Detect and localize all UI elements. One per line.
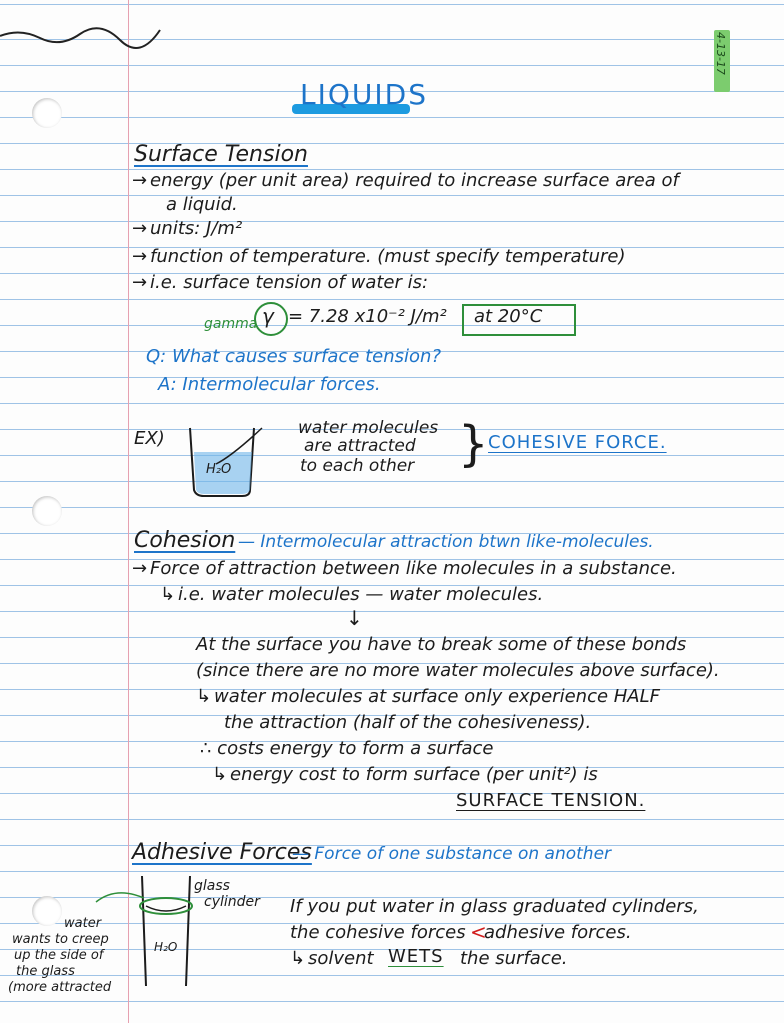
cohesion-line-2: i.e. water molecules — water molecules. xyxy=(178,584,544,605)
wets-word: WETS xyxy=(388,946,444,967)
side-note-2: wants to creep xyxy=(12,932,109,947)
molecules-line-1: water molecules xyxy=(298,418,439,438)
down-arrow-icon: ↓ xyxy=(346,606,363,630)
arrow-icon: → xyxy=(132,272,148,293)
page-title: LIQUIDS xyxy=(300,78,428,111)
arrow-icon: ↳ xyxy=(196,686,212,707)
margin-line xyxy=(128,0,129,1023)
cohesion-definition: — Intermolecular attraction btwn like-molecules. xyxy=(238,532,654,552)
adhesive-line-3-pre: solvent xyxy=(308,948,374,969)
cohesion-heading: Cohesion xyxy=(134,528,236,553)
cohesion-line-3: At the surface you have to break some of these bonds xyxy=(196,634,687,655)
ex-label: EX) xyxy=(134,428,165,449)
side-note-1: water xyxy=(64,916,102,931)
molecules-line-3: to each other xyxy=(300,456,415,476)
date-label: 4-13-17 xyxy=(714,32,727,75)
side-note-3: up the side of xyxy=(14,948,104,963)
question: Q: What causes surface tension? xyxy=(146,346,441,367)
st-units: units: J/m² xyxy=(150,218,243,239)
gamma-label: gamma xyxy=(204,316,258,332)
cylinder-label: H₂O xyxy=(154,940,178,954)
beaker-label: H₂O xyxy=(206,462,232,477)
surface-tension-heading: Surface Tension xyxy=(134,142,308,167)
cohesive-force-label: COHESIVE FORCE. xyxy=(488,432,667,453)
arrow-icon: → xyxy=(132,558,148,579)
adhesive-line-3-post: the surface. xyxy=(460,948,568,969)
adhesive-line-2: the cohesive forces xyxy=(290,922,466,943)
glass-label-1: glass xyxy=(194,878,230,894)
st-value: = 7.28 x10⁻² J/m² xyxy=(288,306,447,327)
arrow-icon: ↳ xyxy=(160,584,176,605)
torn-edge xyxy=(0,0,784,16)
st-definition-2: a liquid. xyxy=(166,194,238,215)
binder-hole xyxy=(32,896,62,926)
adhesive-heading: Adhesive Forces xyxy=(132,840,312,865)
adhesive-line-1: If you put water in glass graduated cylinders, xyxy=(290,896,699,917)
surface-tension-conclusion: SURFACE TENSION. xyxy=(456,790,646,811)
answer: A: Intermolecular forces. xyxy=(158,374,381,395)
arrow-icon: → xyxy=(132,170,148,191)
cohesion-line-1: Force of attraction between like molecules in a substance. xyxy=(150,558,677,579)
binder-hole xyxy=(32,496,62,526)
less-than-sign: < xyxy=(470,920,487,944)
cohesion-line-8: energy cost to form surface (per unit²) is xyxy=(230,764,598,785)
adhesive-definition: — Force of one substance on another xyxy=(292,844,612,864)
cohesion-line-6: the attraction (half of the cohesiveness). xyxy=(224,712,592,733)
st-function: function of temperature. (must specify temperature) xyxy=(150,246,626,267)
cohesion-line-5: water molecules at surface only experience HALF xyxy=(214,686,660,707)
gamma-symbol: γ xyxy=(262,304,274,328)
molecules-line-2: are attracted xyxy=(304,436,416,456)
st-example: i.e. surface tension of water is: xyxy=(150,272,429,293)
glass-label-2: cylinder xyxy=(204,894,260,910)
cohesion-line-7: ∴ costs energy to form a surface xyxy=(200,738,494,759)
st-definition-1: energy (per unit area) required to increase surface area of xyxy=(150,170,679,191)
brace-icon: } xyxy=(458,416,489,472)
side-note-4: the glass xyxy=(16,964,75,979)
cohesion-line-4: (since there are no more water molecules above surface). xyxy=(196,660,720,681)
binder-hole xyxy=(32,98,62,128)
arrow-icon: ↳ xyxy=(290,948,306,969)
arrow-icon: → xyxy=(132,246,148,267)
side-note-5: (more attracted xyxy=(8,980,112,995)
adhesive-line-2b: adhesive forces. xyxy=(484,922,632,943)
arrow-icon: → xyxy=(132,218,148,239)
st-temperature: at 20°C xyxy=(474,306,543,327)
arrow-icon: ↳ xyxy=(212,764,228,785)
